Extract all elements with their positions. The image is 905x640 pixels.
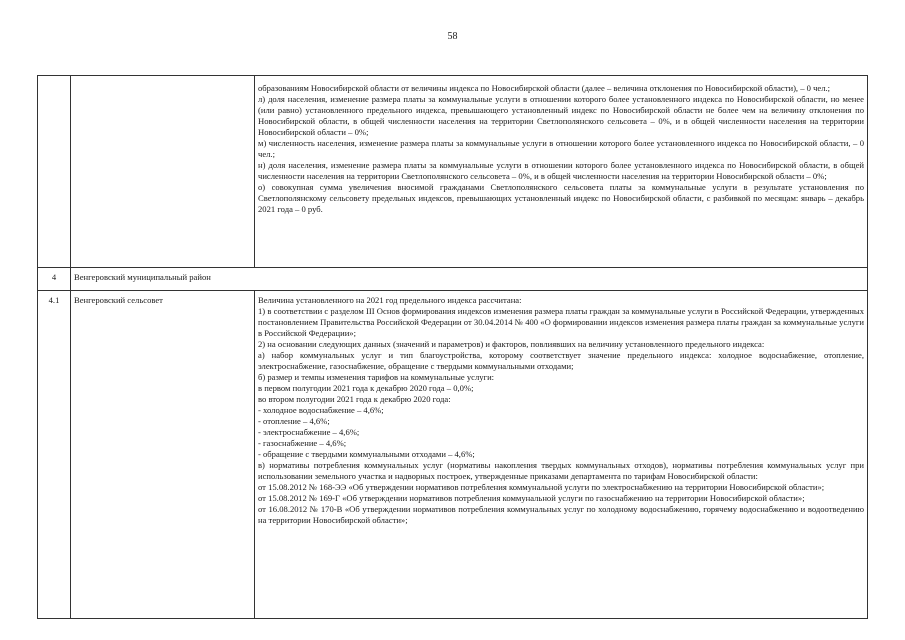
paragraph: от 15.08.2012 № 168-ЭЭ «Об утверждении нормативов потребления коммунальной услуги по электроснабжению на территории Новосибирской области»; [258,482,825,492]
paragraph: - газоснабжение – 4,6%; [258,438,347,448]
row-number-cell [38,76,71,268]
paragraph: а) набор коммунальных услуг и тип благоустройства, которому соответствует значение предельного индекса: холодное водоснабжение, отопление, электроснабжение, газоснабжение, обращение с твердыми коммунальными отходами; [258,350,864,371]
paragraph: б) размер и темпы изменения тарифов на коммунальные услуги: [258,372,495,382]
paragraph: 1) в соответствии с разделом III Основ формирования индексов изменения размера платы граждан за коммунальные услуги в Российской Федерации, утвержденных постановлением Правительства Российской Федерации от 30.04.2014 № 400 «О формировании индексов изменения размера платы граждан за коммунальные услуги в Российской Федерации»; [258,306,864,338]
paragraph: 2) на основании следующих данных (значений и параметров) и факторов, повлиявших на величину установленного предельного индекса: [258,339,765,349]
paragraph: в первом полугодии 2021 года к декабрю 2020 года – 0,0%; [258,383,474,393]
row-description-cell [255,291,868,619]
row-name-cell [71,76,255,268]
paragraph: - обращение с твердыми коммунальными отходами – 4,6%; [258,449,475,459]
paragraph: от 15.08.2012 № 169-Г «Об утверждении нормативов потребления коммунальной услуги по газоснабжению на территории Новосибирской области»; [258,493,805,503]
table-row [38,291,868,619]
table-row [38,76,868,268]
row-number-cell: 4 [38,268,71,291]
paragraph: образованиям Новосибирской области от величины индекса по Новосибирской области (далее – величина отклонения по Новосибирской области), – 0 чел.; [258,83,831,93]
district-name-cell: Венгеровский муниципальный район [71,268,868,291]
paragraph: н) доля населения, изменение размера платы за коммунальные услуги в отношении которого более установленного индекса по Новосибирской области, в общей численности населения на территории Светлополянского сельсовета – 0%, и в общей численности населения на территории Новосибирской области – 0%; [258,160,864,181]
paragraph: во втором полугодии 2021 года к декабрю 2020 года: [258,394,451,404]
paragraph: в) нормативы потребления коммунальных услуг (нормативы накопления твердых коммунальных отходов), нормативы потребления коммунальных услуг при использовании земельного участка и надворных построек, утвержденные приказами департамента по тарифам Новосибирской области: [258,460,864,481]
paragraph: о) совокупная сумма увеличения вносимой гражданами Светлополянского сельсовета платы за коммунальные услуги в результате установления по Светлополянскому сельсовету предельных индексов, превышающих установленный индекс по Новосибирской области, с разбивкой по месяцам: январь – декабрь 2021 года – 0 руб. [258,182,864,214]
page-number: 58 [447,31,458,42]
document-table [37,75,868,619]
paragraph: м) численность населения, изменение размера платы за коммунальные услуги в отношении которого более установленного индекса по Новосибирской области, – 0 чел.; [258,138,864,159]
paragraph: - отопление – 4,6%; [258,416,330,426]
table-row [38,268,868,291]
paragraph: - холодное водоснабжение – 4,6%; [258,405,384,415]
paragraph: - электроснабжение – 4,6%; [258,427,360,437]
row-name-cell: Венгеровский сельсовет [71,291,255,619]
row-number-cell: 4.1 [38,291,71,619]
paragraph: от 16.08.2012 № 170-В «Об утверждении нормативов потребления коммунальных услуг по холодному водоснабжению, горячему водоснабжению и водоотведению на территории Новосибирской области»; [258,504,864,525]
paragraph: л) доля населения, изменение размера платы за коммунальные услуги в отношении которого более установленного индекса по Новосибирской области, но менее (или равно) установленного предельного индекса, превышающего установленный индекс по Новосибирской области не более чем на величину отклонения по Новосибирской области, в общей численности населения на территории Светлополянского сельсовета – 0%, и в общей численности населения на территории Новосибирской области – 0%; [258,94,864,137]
row-description-cell [255,76,868,268]
paragraph: Величина установленного на 2021 год предельного индекса рассчитана: [258,295,522,305]
